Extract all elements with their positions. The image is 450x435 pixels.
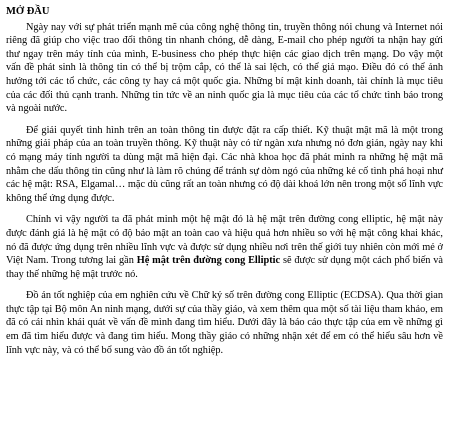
paragraph-cryptography: Để giải quyết tình hình trên an toàn thông tin được đặt ra cấp thiết. Kỹ thuật mật mã là một trong những giải pháp của an toàn truyền thông. Kỹ thuật này có từ ngàn xưa nhưng nó đơn giản, ngày nay khi có mạng máy tính người ta dùng mật mã hiện đại. Các nhà khoa học đã phát minh ra những hệ mật mã nhằm che dấu thông tin cũng như là làm rõ chúng để tránh sự dòm ngó của những kẻ cố tình phá hoại như các hệ mật: RSA, Elgamal… mặc dù cũng rất an toàn nhưng có độ dài khoá lớn nên trong một số lĩnh vực không thể ứng dụng được. [6,124,443,204]
paragraph-elliptic-text-after: sẽ được sử dụng một cách phổ biến và thay thế những hệ mật trước nó. [6,255,443,280]
paragraph-elliptic [6,213,443,281]
paragraph-intro: Ngày nay với sự phát triển mạnh mẽ của công nghệ thông tin, truyền thông nói chung và Internet nói riêng đã giúp cho việc trao đổi thông tin nhanh chóng, dễ dàng, E-mail cho phép người ta nhận hay gửi thư ngay trên máy tính của mình, E-business cho phép thực hiện các giao dịch trên mạng. Do vậy một vấn đề phát sinh là thông tin có thể bị trộm cắp, có thể là sai lệch, có thể giả mạo. Điều đó có thể ảnh hưởng tới các tổ chức, các công ty hay cả một quốc gia. Những bí mật kinh doanh, tài chính là mục tiêu của các đối thủ cạnh tranh. Những tin tức về an ninh quốc gia là mục tiêu của các tổ chức tình báo trong và ngoài nước. [6,21,443,115]
paragraph-elliptic-text-before: Chính vì vậy người ta đã phát minh một hệ mật đó là hệ mật trên đường cong elliptic, hệ mật này được đánh giá là hệ mật có độ bảo mật an toàn cao và hiệu quả hơn nhiều so với hệ mật công khai khác, nó đã được ứng dụng trên nhiều lĩnh vực và được sử dụng nhiều nơi trên thế giới tuy nhiên còn mới mẻ ở Việt Nam. Trong tương lai gần [6,214,443,267]
emphasis-elliptic-term: Hệ mật trên đường cong Elliptic [136,255,281,267]
paragraph-thesis: Đồ án tốt nghiệp của em nghiên cứu về Chữ ký số trên đường cong Elliptic (ECDSA). Qua thời gian thực tập tại Bộ môn An ninh mạng, dưới sự của thầy giáo, và xem thêm qua một số tài liệu tham khảo, em đã có cái nhìn khái quát về vấn đề mình đang tìm hiểu. Dưới đây là báo cáo thực tập của em về những gì em đã tìm hiểu được và đang tìm hiểu. Mong thầy giáo có những nhận xét để em có thể hiểu sâu hơn về lĩnh vực này, và có thể bổ sung vào đồ án tốt nghiệp. [6,290,443,356]
section-heading: MỞ ĐẦU [6,6,50,17]
